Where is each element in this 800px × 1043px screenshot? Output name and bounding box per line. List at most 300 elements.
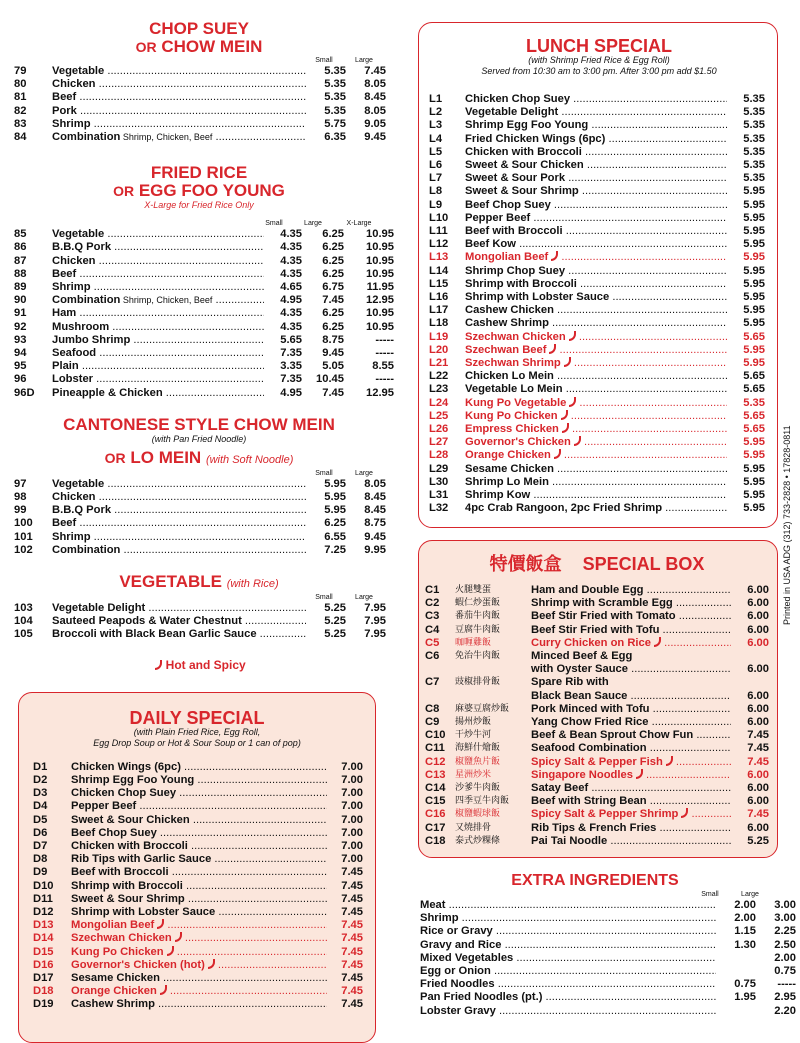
price-small: 2.00	[734, 899, 756, 911]
menu-item-row	[33, 946, 361, 959]
price-small: 3.35	[280, 360, 302, 373]
item-code: C9	[425, 716, 440, 729]
price-xlarge: 12.95	[366, 386, 394, 399]
item-name: Mixed Vegetables .....	[420, 952, 716, 965]
item-name: Governor's Chicken (hot) .....	[71, 959, 327, 972]
item-code: D6	[33, 826, 48, 839]
item-name: Chicken .....	[52, 78, 306, 91]
size-header: Small Large	[701, 891, 759, 898]
price-large: 2.95	[774, 991, 796, 1004]
menu-item-row	[420, 965, 796, 978]
chili-pepper-icon	[160, 985, 167, 995]
section-title: DAILY SPECIAL	[129, 707, 265, 728]
price-xlarge: 10.95	[366, 228, 394, 241]
price-xlarge: 8.55	[372, 360, 394, 373]
chili-pepper-icon	[208, 959, 215, 969]
item-code: L27	[429, 436, 449, 449]
item-code: C17	[425, 821, 446, 834]
item-code: C6	[425, 650, 440, 663]
price-small: 6.55	[324, 530, 346, 543]
chili-pepper-icon	[681, 808, 688, 818]
menu-item-row	[420, 978, 796, 991]
menu-item-row	[429, 133, 769, 146]
item-price: 7.45	[747, 729, 769, 742]
item-code: C13	[425, 768, 446, 781]
item-code: L25	[429, 409, 449, 422]
menu-item-row	[14, 602, 384, 615]
item-name: Chicken Lo Mein .....	[465, 370, 727, 383]
item-name: Egg or Onion .....	[420, 965, 716, 978]
item-price: 5.35	[743, 119, 765, 132]
price-xlarge: 10.95	[366, 254, 394, 267]
menu-item-row	[429, 331, 769, 344]
price-large: 7.95	[364, 602, 386, 615]
item-name: Fried Noodles .....	[420, 978, 716, 991]
item-code: L16	[429, 291, 449, 304]
item-name: Kung Po Chicken .....	[465, 410, 727, 423]
item-price: 7.00	[341, 813, 363, 826]
item-name: Szechwan Chicken .....	[71, 932, 327, 945]
item-code: 95	[14, 360, 27, 373]
item-code: C3	[425, 610, 440, 623]
price-small: 4.35	[280, 267, 302, 280]
item-name: Beef .....	[52, 91, 306, 104]
item-code: 101	[14, 530, 33, 543]
menu-item-row	[420, 899, 796, 912]
menu-item-row	[429, 199, 769, 212]
price-small: 5.35	[324, 65, 346, 77]
item-price: 7.45	[341, 932, 363, 945]
item-name: Beef with String Bean .....	[531, 795, 731, 808]
item-name: B.B.Q Pork .....	[52, 241, 264, 254]
price-small	[716, 1005, 756, 1018]
section-note: (with Plain Fried Rice, Egg Roll,	[133, 726, 261, 737]
menu-item-row	[429, 238, 769, 251]
item-chinese-name: 咖喱雞飯	[455, 637, 492, 648]
menu-item-row	[420, 925, 796, 938]
item-code: 79	[14, 65, 27, 77]
item-name: Combination .....	[52, 544, 306, 557]
item-code: 103	[14, 602, 33, 615]
item-name: Cashew Chicken .....	[465, 304, 727, 317]
menu-item-row	[429, 93, 769, 106]
item-code: D10	[33, 879, 54, 892]
price-small: 7.25	[324, 543, 346, 556]
item-code: L2	[429, 106, 443, 119]
menu-item-row	[429, 212, 769, 225]
chop-suey-section	[14, 20, 384, 144]
menu-item-row	[429, 410, 769, 423]
menu-item-row	[14, 254, 394, 268]
item-code: 102	[14, 543, 33, 556]
chili-pepper-icon	[666, 756, 673, 766]
item-name: Lobster Gravy .....	[420, 1005, 716, 1018]
item-price: 7.45	[747, 755, 769, 768]
item-name: Black Bean Sauce .....	[531, 690, 731, 703]
price-small: 4.65	[280, 281, 302, 294]
chili-pepper-icon	[562, 423, 569, 433]
item-price: 6.00	[747, 716, 769, 729]
price-large: 10.45	[316, 373, 344, 386]
menu-item-row	[14, 267, 394, 281]
section-title: EXTRA INGREDIENTS	[511, 872, 679, 889]
item-code: L28	[429, 449, 449, 462]
menu-item-row	[425, 597, 769, 610]
price-large: 6.25	[322, 254, 344, 267]
price-large: 8.75	[322, 333, 344, 346]
item-price: 5.35	[743, 93, 765, 105]
menu-item-row	[429, 278, 769, 291]
item-price: 5.95	[743, 489, 765, 502]
menu-item-row	[425, 756, 769, 769]
menu-item-row	[33, 972, 361, 985]
item-price: 5.95	[743, 449, 765, 462]
menu-item-row	[425, 795, 769, 808]
item-price: 5.35	[743, 145, 765, 158]
menu-item-row	[14, 65, 384, 78]
item-code: C18	[425, 834, 446, 847]
menu-item-row	[14, 333, 394, 347]
item-price: 5.65	[743, 330, 765, 343]
menu-item-row	[33, 932, 361, 945]
size-header: Small Large X-Large	[265, 220, 372, 228]
item-code: D11	[33, 892, 53, 905]
item-chinese-name: 又燒排骨	[455, 822, 492, 833]
menu-item-row	[420, 951, 796, 965]
item-code: C2	[425, 597, 440, 610]
menu-item-row	[429, 370, 769, 383]
item-price: 5.95	[743, 277, 765, 290]
item-name: Cashew Shrimp .....	[71, 998, 327, 1011]
item-name: Chicken Chop Suey .....	[465, 93, 727, 106]
section-note: X-Large for Fried Rice Only	[144, 200, 254, 211]
price-small: 5.35	[324, 104, 346, 117]
price-small: 6.35	[324, 131, 346, 144]
item-name: Broccoli with Black Bean Garlic Sauce .....	[52, 628, 306, 641]
menu-item-row	[33, 880, 361, 893]
menu-item-row	[14, 281, 394, 294]
item-price: 5.35	[743, 396, 765, 409]
item-code: L3	[429, 119, 443, 132]
item-code: L21	[429, 357, 449, 370]
menu-item-row	[14, 307, 394, 320]
special-box	[418, 540, 778, 858]
item-name: 4pc Crab Rangoon, 2pc Fried Shrimp .....	[465, 502, 727, 515]
item-code: 88	[14, 267, 27, 280]
menu-item-row-continued	[425, 663, 769, 676]
item-name: Beef with Broccoli .....	[465, 225, 727, 238]
menu-item-row	[33, 853, 361, 866]
item-name: Meat .....	[420, 899, 716, 912]
item-price: 5.95	[743, 304, 765, 317]
price-large: 8.45	[364, 504, 386, 517]
section-note: (with Shrimp Fried Rice & Egg Roll)	[528, 55, 670, 65]
price-small: 6.25	[324, 517, 346, 530]
item-code: D5	[33, 813, 48, 826]
item-price: 7.45	[341, 866, 363, 879]
menu-item-row	[420, 912, 796, 925]
menu-item-row	[14, 517, 384, 530]
item-name: Fried Chicken Wings (6pc) .....	[465, 133, 727, 146]
menu-item-row	[429, 106, 769, 119]
menu-item-row	[14, 478, 384, 491]
item-code: 97	[14, 477, 27, 490]
price-large: 9.95	[364, 543, 386, 556]
item-code: L8	[429, 185, 443, 198]
item-name: Pepper Beef .....	[465, 212, 727, 225]
item-code: L20	[429, 343, 449, 356]
item-name: Sweet & Sour Pork .....	[465, 172, 727, 185]
item-name: Pork .....	[52, 105, 306, 118]
item-name: Governor's Chicken .....	[465, 436, 727, 449]
section-title: 特價飯盒 SPECIAL BOX	[489, 554, 705, 575]
item-price: 5.65	[743, 423, 765, 436]
item-code: C10	[425, 729, 446, 742]
chili-pepper-icon	[167, 946, 174, 956]
item-price: 7.45	[341, 919, 363, 932]
price-large: 6.25	[322, 228, 344, 241]
menu-item-row	[429, 317, 769, 330]
item-code: 105	[14, 628, 33, 641]
item-name: Sauteed Peapods & Water Chestnut .....	[52, 615, 306, 628]
item-code: C16	[425, 808, 446, 821]
item-code: C5	[425, 636, 440, 649]
item-name: Szechwan Chicken .....	[465, 331, 727, 344]
item-code: 98	[14, 491, 27, 504]
item-name: Spicy Salt & Pepper Shrimp .....	[531, 808, 731, 821]
item-name: Sesame Chicken .....	[465, 463, 727, 476]
menu-item-row	[14, 615, 384, 628]
menu-item-row	[14, 628, 384, 641]
menu-item-row	[14, 105, 384, 118]
item-price: 7.45	[341, 892, 363, 905]
print-info: Printed in USA ADG (312) 733-2828 • 17828-0811	[782, 425, 792, 625]
item-code: L13	[429, 251, 449, 264]
item-price: 7.45	[341, 905, 363, 918]
item-price: 5.35	[743, 159, 765, 172]
chili-pepper-icon	[549, 344, 556, 354]
price-large: 7.95	[364, 628, 386, 641]
vegetable-section	[14, 573, 384, 642]
item-code: L4	[429, 132, 443, 145]
menu-item-row	[425, 637, 769, 650]
item-code: D18	[33, 985, 54, 998]
menu-item-row	[429, 172, 769, 185]
menu-item-row	[429, 489, 769, 502]
item-chinese-name: 蝦仁炒蛋飯	[455, 598, 501, 609]
menu-item-row	[14, 360, 394, 373]
daily-special-box	[18, 692, 376, 1043]
price-xlarge: -----	[375, 347, 394, 360]
price-large: 7.95	[364, 615, 386, 628]
section-title: VEGETABLE (with Rice)	[119, 572, 279, 592]
item-name: Minced Beef & Egg	[531, 650, 633, 663]
menu-item-row	[14, 531, 384, 544]
item-price: 5.35	[743, 132, 765, 145]
price-small: 1.95	[734, 991, 756, 1004]
item-name: Shrimp with Lobster Sauce .....	[71, 906, 327, 919]
chili-pepper-icon	[554, 449, 561, 459]
item-name: Shrimp .....	[52, 281, 264, 294]
item-code: D16	[33, 958, 54, 971]
item-price: 7.45	[341, 998, 363, 1011]
item-name: Chicken .....	[52, 491, 306, 504]
left-column	[14, 19, 394, 1043]
item-name: Lobster .....	[52, 373, 264, 386]
item-code: 93	[14, 333, 27, 346]
item-name: Vegetable .....	[52, 65, 306, 78]
price-small: 7.35	[280, 373, 302, 386]
price-xlarge: 12.95	[366, 294, 394, 307]
item-code: 83	[14, 117, 27, 130]
menu-item-row	[429, 383, 769, 396]
menu-item-row	[429, 225, 769, 238]
item-name: Beef Kow .....	[465, 238, 727, 251]
item-name: Ham and Double Egg .....	[531, 584, 731, 597]
item-price: 7.00	[341, 787, 363, 800]
item-code: L15	[429, 277, 449, 290]
menu-item-row	[14, 118, 384, 131]
menu-item-row	[33, 800, 361, 813]
item-code: L32	[429, 502, 449, 515]
price-large: 7.45	[322, 386, 344, 399]
item-name: Kung Po Chicken .....	[71, 946, 327, 959]
item-name: Shrimp Chop Suey .....	[465, 265, 727, 278]
item-name: Beef & Bean Sprout Chow Fun .....	[531, 729, 731, 742]
item-name: Shrimp with Broccoli .....	[465, 278, 727, 291]
price-large: 8.45	[364, 91, 386, 104]
menu-item-row	[33, 919, 361, 932]
menu-item-row-continued	[425, 690, 769, 703]
price-large: 2.00	[774, 951, 796, 964]
item-chinese-name: 椒鹽魚片飯	[455, 756, 501, 767]
menu-item-row	[429, 423, 769, 436]
item-price: 7.00	[341, 760, 363, 773]
fried-rice-section	[14, 163, 394, 400]
item-name: Beef Chop Suey .....	[465, 199, 727, 212]
item-code: C14	[425, 782, 446, 795]
item-name: Shrimp Kow .....	[465, 489, 727, 502]
section-title: CHOP SUEY OR CHOW MEIN	[135, 19, 263, 56]
price-large: 3.00	[774, 912, 796, 925]
item-code: L17	[429, 304, 449, 317]
chili-pepper-icon	[155, 660, 162, 670]
item-price: 5.95	[743, 238, 765, 251]
item-code: D2	[33, 773, 48, 786]
menu-item-row	[429, 344, 769, 357]
menu-item-row	[425, 610, 769, 623]
item-name: Shrimp with Broccoli .....	[71, 880, 327, 893]
menu-item-row	[425, 716, 769, 729]
menu-item-row	[14, 78, 384, 91]
item-code: D19	[33, 998, 54, 1011]
item-name: Shrimp .....	[52, 118, 306, 131]
item-name: B.B.Q Pork .....	[52, 504, 306, 517]
item-price: 7.00	[341, 826, 363, 839]
item-code: C15	[425, 795, 446, 808]
menu-item-row	[33, 959, 361, 972]
item-code: 87	[14, 254, 27, 267]
price-xlarge: 10.95	[366, 320, 394, 333]
item-name: Vegetable Delight .....	[465, 106, 727, 119]
item-code: 96	[14, 373, 27, 386]
price-small	[716, 952, 756, 965]
price-small: 4.35	[280, 307, 302, 320]
menu-item-row	[33, 906, 361, 919]
item-name: Orange Chicken .....	[71, 985, 327, 998]
menu-item-row	[33, 998, 361, 1011]
menu-item-row	[429, 436, 769, 449]
item-code: L12	[429, 238, 449, 251]
item-name: Beef .....	[52, 517, 306, 530]
item-code: D1	[33, 760, 48, 773]
menu-item-row	[33, 787, 361, 800]
item-chinese-name: 海鮮什燴飯	[455, 743, 501, 754]
item-name: Rib Tips & French Fries .....	[531, 822, 731, 835]
item-code: D14	[33, 932, 54, 945]
item-code: L5	[429, 145, 443, 158]
item-code: L14	[429, 264, 449, 277]
size-header: Small Large	[315, 594, 373, 602]
item-chinese-name: 火腿雙蛋	[455, 585, 492, 595]
item-code: L26	[429, 423, 449, 436]
menu-item-row	[425, 822, 769, 835]
menu-item-row	[33, 827, 361, 840]
item-code: C4	[425, 623, 440, 636]
item-name: Szechwan Beef .....	[465, 344, 727, 357]
price-xlarge: -----	[375, 373, 394, 386]
item-price: 6.00	[747, 702, 769, 715]
section-title: LUNCH SPECIAL	[525, 36, 672, 56]
item-code: 81	[14, 91, 27, 104]
item-price: 6.00	[747, 610, 769, 623]
item-code-spacer	[425, 690, 531, 703]
price-xlarge: 10.95	[366, 307, 394, 320]
price-large: 8.45	[364, 491, 386, 504]
item-name: Sweet & Sour Chicken .....	[465, 159, 727, 172]
item-chinese-name: 豆腐牛肉飯	[455, 624, 501, 635]
item-name: Shrimp Egg Foo Young .....	[71, 774, 327, 787]
item-code: D12	[33, 905, 54, 918]
item-code: 89	[14, 281, 27, 294]
item-chinese-name: 揚州炒飯	[455, 717, 492, 728]
menu-item-row	[425, 742, 769, 755]
menu-item-row	[429, 502, 769, 515]
item-price: 5.95	[743, 198, 765, 211]
item-name: Pan Fried Noodles (pt.) .....	[420, 991, 716, 1004]
item-code: 90	[14, 294, 27, 307]
item-name: Chicken Wings (6pc) .....	[71, 761, 327, 774]
item-name: Beef Stir Fried with Tomato .....	[531, 610, 731, 623]
item-name: Mongolian Beef .....	[71, 919, 327, 932]
item-name: Beef Chop Suey .....	[71, 827, 327, 840]
cantonese-section: CANTONESE STYLE CHOW MEIN (with Pan Fried Noodle) OR LO MEIN (with Soft Noodle) Small Large 97 Vegetable ..... 5.95 8.05 98 Chicken ..... 5.95 8.45 99 B.B.Q Pork ..... 5.95 8.45 100 Beef ..... 6.25 8.75 101 Shrimp ..... 6.55 9.45 102 Combination ..... 7.25 9.95	[14, 416, 384, 557]
item-name: Beef Stir Fried with Tofu .....	[531, 624, 731, 637]
item-code: C11	[425, 742, 445, 755]
item-price: 6.00	[747, 623, 769, 636]
item-price: 6.00	[747, 782, 769, 795]
item-price: 5.65	[743, 409, 765, 422]
item-code: L18	[429, 317, 449, 330]
chili-pepper-icon	[569, 397, 576, 407]
price-xlarge: 11.95	[366, 281, 394, 294]
chili-pepper-icon	[551, 251, 558, 261]
item-price: 7.00	[341, 839, 363, 852]
item-code: C1	[425, 584, 440, 596]
item-price: 5.95	[743, 343, 765, 356]
item-chinese-name: 泰式炒粿條	[455, 835, 501, 846]
price-large: 6.25	[322, 241, 344, 254]
